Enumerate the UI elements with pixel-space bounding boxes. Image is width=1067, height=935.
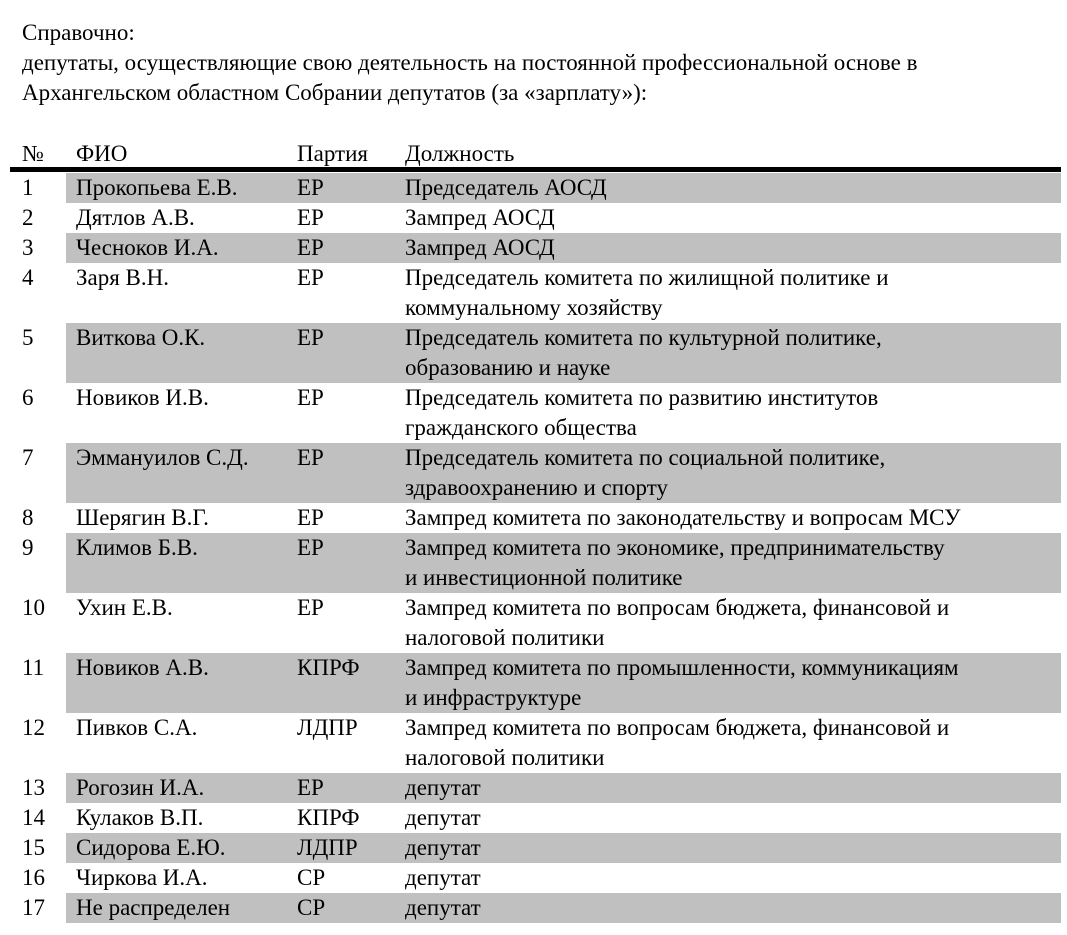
row-number: 17 [22,895,45,920]
position-line: гражданского общества [405,415,637,440]
position-line: Председатель комитета по культурной политике, [405,325,882,350]
table-row [10,233,1061,263]
row-position [405,773,1057,803]
row-party: ЕР [297,385,324,410]
table-row [10,593,1061,653]
row-party: ЕР [297,445,324,470]
position-line: Зампред комитета по промышленности, коммуникациям [405,655,959,680]
row-fio: Новиков А.В. [76,655,209,680]
row-fio: Пивков С.А. [76,715,198,740]
position-line: депутат [405,895,481,920]
row-party: ЕР [297,175,324,200]
row-number: 15 [22,835,45,860]
row-fio: Прокопьева Е.В. [76,175,238,200]
row-party: ЕР [297,325,324,350]
row-position [405,323,1057,383]
row-party: ЕР [297,205,324,230]
header-party: Партия [297,141,368,166]
row-body [66,263,1061,323]
position-line: депутат [405,835,481,860]
position-line: Председатель комитета по развитию институтов [405,385,879,410]
table-row [10,863,1061,893]
table-row [10,503,1061,533]
row-party: ЛДПР [297,835,358,860]
row-number: 5 [22,325,34,350]
table-row [10,383,1061,443]
row-fio: Чиркова И.А. [76,865,208,890]
row-party: СР [297,895,326,920]
row-body [66,203,1061,233]
header-divider [10,167,1061,172]
row-fio: Кулаков В.П. [76,805,204,830]
table-row [10,833,1061,863]
position-line: депутат [405,865,481,890]
row-number: 7 [22,445,34,470]
row-body [66,593,1061,653]
row-fio: Ухин Е.В. [76,595,173,620]
row-party: ЕР [297,265,324,290]
position-line: Председатель комитета по жилищной политике и [405,265,889,290]
row-position [405,713,1057,773]
position-line: коммунальному хозяйству [405,295,663,320]
row-body [66,713,1061,773]
row-number: 16 [22,865,45,890]
row-fio: Виткова О.К. [76,325,206,350]
position-line: депутат [405,775,481,800]
position-line: Председатель комитета по социальной политике, [405,445,886,470]
row-fio: Дятлов А.В. [76,205,195,230]
row-party: СР [297,865,326,890]
row-position [405,803,1057,833]
table-row [10,203,1061,233]
row-body [66,653,1061,713]
row-number: 3 [22,235,34,260]
row-number: 9 [22,535,34,560]
row-body [66,533,1061,593]
row-party: ЕР [297,535,324,560]
row-fio: Заря В.Н. [76,265,170,290]
row-position [405,383,1057,443]
position-line: Зампред АОСД [405,235,555,260]
row-position [405,533,1057,593]
row-fio: Шерягин В.Г. [76,505,209,530]
row-body [66,863,1061,893]
row-position [405,263,1057,323]
table-header [0,139,1067,169]
position-line: образованию и науке [405,355,611,380]
position-line: Зампред комитета по вопросам бюджета, финансовой и [405,715,950,740]
row-number: 14 [22,805,45,830]
row-fio: Климов Б.В. [76,535,198,560]
row-body [66,773,1061,803]
row-body [66,173,1061,203]
position-line: Зампред комитета по законодательству и вопросам МСУ [405,505,961,530]
position-line: депутат [405,805,481,830]
row-position [405,233,1057,263]
position-line: и инфраструктуре [405,685,582,710]
position-line: Зампред АОСД [405,205,555,230]
row-body [66,323,1061,383]
row-body [66,833,1061,863]
row-position [405,833,1057,863]
intro-line-2: депутаты, осуществляющие свою деятельность на постоянной профессиональной основе в [22,50,918,75]
row-fio: Новиков И.В. [76,385,209,410]
table-row [10,773,1061,803]
row-position [405,863,1057,893]
intro-line-3: Архангельском областном Собрании депутатов (за «зарплату»): [22,80,648,105]
row-party: КПРФ [297,805,360,830]
table-row [10,893,1061,923]
row-fio: Чесноков И.А. [76,235,219,260]
row-position [405,593,1057,653]
row-number: 8 [22,505,34,530]
row-position [405,503,1057,533]
header-position: Должность [405,141,515,166]
row-fio: Рогозин И.А. [76,775,205,800]
intro-text [22,18,1062,108]
position-line: здравоохранению и спорту [405,475,669,500]
row-body [66,443,1061,503]
table-row [10,323,1061,383]
position-line: Председатель АОСД [405,175,607,200]
row-body [66,383,1061,443]
table-row [10,803,1061,833]
table-row [10,173,1061,203]
row-body [66,893,1061,923]
intro-line-1: Справочно: [22,20,135,45]
row-number: 4 [22,265,34,290]
row-number: 2 [22,205,34,230]
deputies-table [10,173,1061,923]
row-position [405,443,1057,503]
row-party: ЛДПР [297,715,358,740]
row-position [405,173,1057,203]
table-row [10,653,1061,713]
row-party: ЕР [297,505,324,530]
row-position [405,653,1057,713]
position-line: и инвестиционной политике [405,565,683,590]
row-number: 10 [22,595,45,620]
row-party: ЕР [297,235,324,260]
row-body [66,503,1061,533]
row-position [405,893,1057,923]
table-row [10,533,1061,593]
table-row [10,713,1061,773]
position-line: налоговой политики [405,745,605,770]
row-body [66,233,1061,263]
row-body [66,803,1061,833]
row-fio: Эммануилов С.Д. [76,445,249,470]
position-line: налоговой политики [405,625,605,650]
row-fio: Сидорова Е.Ю. [76,835,226,860]
header-fio: ФИО [76,141,128,166]
header-num: № [22,141,44,166]
position-line: Зампред комитета по экономике, предпринимательству [405,535,945,560]
row-party: ЕР [297,595,324,620]
row-party: ЕР [297,775,324,800]
row-number: 13 [22,775,45,800]
table-row [10,443,1061,503]
row-fio: Не распределен [76,895,231,920]
position-line: Зампред комитета по вопросам бюджета, финансовой и [405,595,950,620]
row-party: КПРФ [297,655,360,680]
table-row [10,263,1061,323]
row-number: 11 [22,655,45,680]
row-number: 1 [22,175,34,200]
row-number: 6 [22,385,34,410]
row-number: 12 [22,715,45,740]
row-position [405,203,1057,233]
